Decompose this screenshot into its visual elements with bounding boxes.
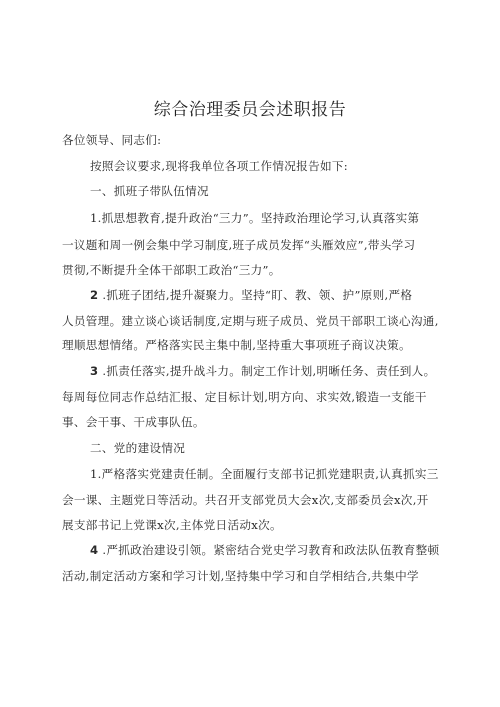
item4-line3: 展支部书记上党课x次,主体党日活动x次。 [62, 518, 282, 532]
item3-line2: 每周每位同志作总结汇报、定目标计划,明方向、求实效,锻造一支能干 [62, 390, 427, 404]
item5-line1 [90, 542, 462, 558]
item5-line1-text: .严抓政治建设引领。紧密结合党史学习教育和政法队伍教育整顿 [102, 543, 440, 557]
item1-line2: 一议题和周一例会集中学习制度,班子成员发挥“头雁效应”,带头学习 [62, 238, 416, 252]
item3-line3: 事、会干事、干成事队伍。 [62, 415, 205, 429]
document-title: 综合治理委员会述职报告 [153, 100, 347, 120]
item1-line1: 1.抓思想教育,提升政治“三力”。坚持政治理论学习,认真落实第 [90, 211, 420, 225]
item1-line3: 贯彻,不断提升全体干部职工政治“三力”。 [62, 263, 281, 277]
salutation: 各位领导、同志们: [62, 133, 162, 147]
item2-line1-text: .抓班子团结,提升凝聚力。坚持“盯、教、领、护”原则,严格 [102, 288, 413, 302]
item5-line2: 活动,制定活动方案和学习计划,坚持集中学习和自学相结合,共集中学 [62, 569, 419, 583]
item3-line1 [90, 363, 462, 379]
item5-number: 4 [90, 543, 99, 557]
item3-number: 3 [90, 364, 99, 378]
item2-line1 [90, 287, 462, 303]
item3-line1-text: .抓责任落实,提升战斗力。制定工作计划,明晰任务、责任到人。 [102, 364, 436, 378]
item4-line2: 会一课、主题党日等活动。共召开支部党员大会x次,支部委员会x次,开 [62, 493, 429, 507]
item2-number: 2 [90, 288, 99, 302]
section-heading-team: 一、抓班子带队伍情况 [90, 184, 209, 198]
item4-line1: 1.严格落实党建责任制。全面履行支部书记抓党建职责,认真抓实三 [90, 467, 439, 481]
section-heading-party: 二、党的建设情况 [90, 441, 186, 455]
item2-line2: 人员管理。建立谈心谈话制度,定期与班子成员、党员干部职工谈心沟通, [62, 314, 439, 328]
item2-line3: 理顺思想情绪。严格落实民主集中制,坚持重大事项班子商议决策。 [62, 338, 411, 352]
intro-paragraph: 按照会议要求,现将我单位各项工作情况报告如下: [90, 159, 348, 173]
